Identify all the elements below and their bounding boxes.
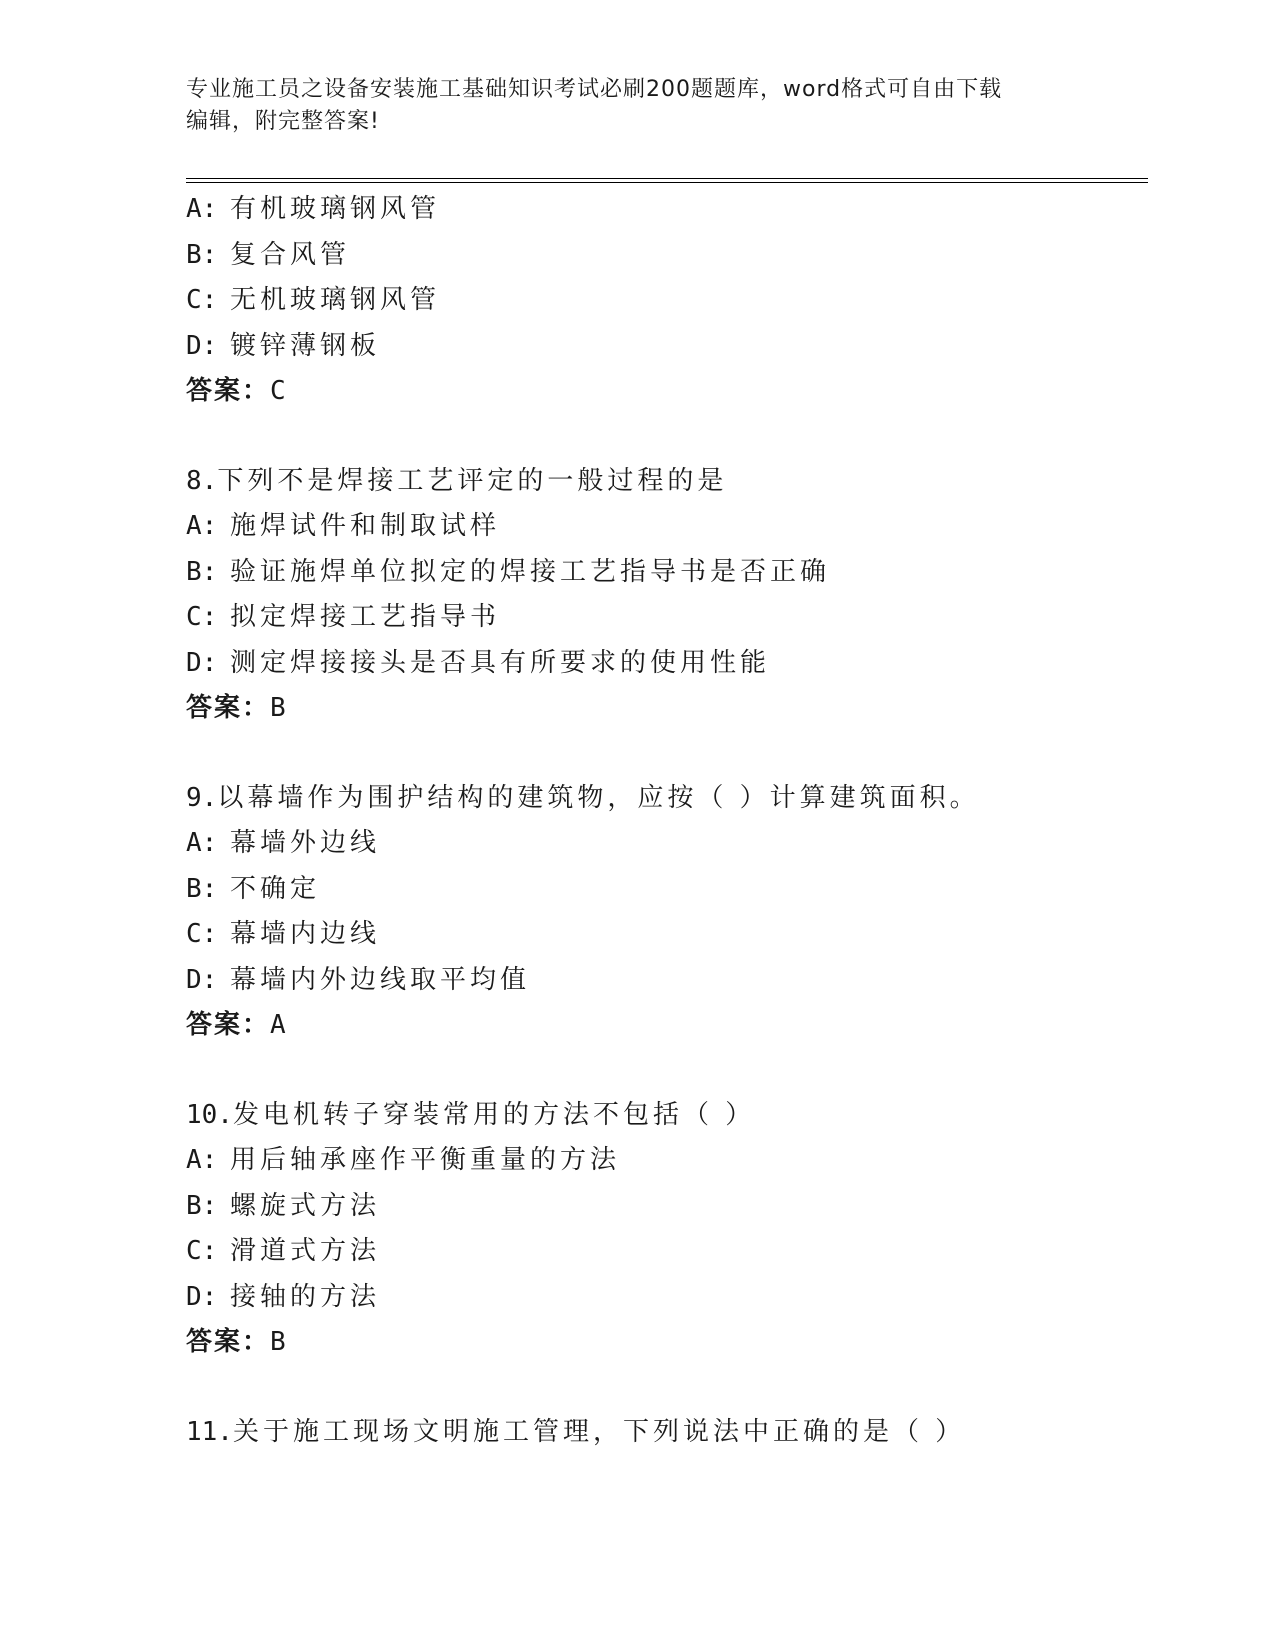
option-text: 无机玻璃钢风管 bbox=[230, 285, 441, 315]
option-d bbox=[186, 324, 1186, 370]
option-text: 幕墙外边线 bbox=[230, 828, 381, 858]
answer-label: 答案： bbox=[186, 1327, 271, 1357]
answer-label: 答案： bbox=[186, 1010, 271, 1040]
spacer bbox=[186, 1366, 1186, 1410]
header-rule-top bbox=[186, 178, 1148, 179]
question-text bbox=[186, 1410, 1186, 1456]
answer-value: A bbox=[270, 1010, 286, 1040]
option-b bbox=[186, 1184, 1186, 1230]
question-number: 9. bbox=[186, 782, 218, 813]
option-text: 幕墙内边线 bbox=[230, 919, 381, 949]
option-label: C: bbox=[186, 285, 218, 315]
question-block-10 bbox=[186, 1093, 1186, 1366]
question-block-9 bbox=[186, 776, 1186, 1049]
option-text: 验证施焊单位拟定的焊接工艺指导书是否正确 bbox=[230, 556, 831, 587]
question-text bbox=[186, 776, 1186, 822]
answer-label: 答案： bbox=[186, 693, 271, 723]
option-a bbox=[186, 821, 1186, 867]
option-d bbox=[186, 1275, 1186, 1321]
option-text: 滑道式方法 bbox=[230, 1236, 381, 1266]
question-block-8 bbox=[186, 459, 1186, 732]
question-text bbox=[186, 459, 1186, 505]
question-block-7 bbox=[186, 187, 1186, 415]
spacer bbox=[186, 1049, 1186, 1093]
option-label: A: bbox=[186, 828, 218, 858]
answer-line bbox=[186, 369, 1186, 415]
option-text: 幕墙内外边线取平均值 bbox=[230, 964, 531, 995]
question-number: 10. bbox=[186, 1099, 233, 1130]
option-label: C: bbox=[186, 602, 218, 632]
option-c bbox=[186, 595, 1186, 641]
option-c bbox=[186, 1229, 1186, 1275]
answer-line bbox=[186, 686, 1186, 732]
question-text bbox=[186, 1093, 1186, 1139]
question-block-11 bbox=[186, 1410, 1186, 1456]
option-d bbox=[186, 958, 1186, 1004]
option-label: B: bbox=[186, 873, 218, 904]
option-c bbox=[186, 912, 1186, 958]
option-text: 用后轴承座作平衡重量的方法 bbox=[230, 1145, 621, 1175]
option-label: D: bbox=[186, 330, 218, 361]
question-stem: 关于施工现场文明施工管理，下列说法中正确的是（ ） bbox=[232, 1416, 966, 1447]
option-b bbox=[186, 550, 1186, 596]
answer-value: C bbox=[270, 376, 286, 406]
option-label: D: bbox=[186, 1281, 218, 1312]
option-c bbox=[186, 278, 1186, 324]
question-list bbox=[186, 187, 1186, 1455]
option-label: C: bbox=[186, 919, 218, 949]
option-label: A: bbox=[186, 1145, 218, 1175]
header-rule-bottom bbox=[186, 182, 1148, 183]
spacer bbox=[186, 415, 1186, 459]
question-stem: 发电机转子穿装常用的方法不包括（ ） bbox=[232, 1099, 756, 1130]
option-label: A: bbox=[186, 511, 218, 541]
option-label: B: bbox=[186, 239, 218, 270]
option-text: 有机玻璃钢风管 bbox=[230, 194, 441, 224]
spacer bbox=[186, 732, 1186, 776]
option-label: D: bbox=[186, 647, 218, 678]
option-b bbox=[186, 233, 1186, 279]
answer-line bbox=[186, 1003, 1186, 1049]
option-a bbox=[186, 1138, 1186, 1184]
option-label: C: bbox=[186, 1236, 218, 1266]
question-stem: 以幕墙作为围护结构的建筑物，应按（ ）计算建筑面积。 bbox=[217, 782, 980, 813]
option-a bbox=[186, 187, 1186, 233]
answer-line bbox=[186, 1320, 1186, 1366]
document-header bbox=[186, 74, 1086, 138]
option-text: 拟定焊接工艺指导书 bbox=[230, 602, 501, 632]
question-number: 11. bbox=[186, 1416, 233, 1447]
option-label: B: bbox=[186, 1190, 218, 1221]
option-text: 不确定 bbox=[230, 873, 321, 904]
option-text: 测定焊接接头是否具有所要求的使用性能 bbox=[230, 647, 771, 678]
option-text: 镀锌薄钢板 bbox=[230, 330, 381, 361]
option-label: D: bbox=[186, 964, 218, 995]
option-text: 施焊试件和制取试样 bbox=[230, 511, 501, 541]
answer-label: 答案： bbox=[186, 376, 271, 406]
option-label: A: bbox=[186, 194, 218, 224]
answer-value: B bbox=[270, 1327, 286, 1357]
question-number: 8. bbox=[186, 465, 218, 496]
answer-value: B bbox=[270, 693, 286, 723]
option-text: 螺旋式方法 bbox=[230, 1190, 381, 1221]
option-b bbox=[186, 867, 1186, 913]
header-line-2: 编辑，附完整答案! bbox=[186, 109, 380, 134]
header-line-1: 专业施工员之设备安装施工基础知识考试必刷200题题库，word格式可自由下载 bbox=[186, 77, 1003, 102]
question-stem: 下列不是焊接工艺评定的一般过程的是 bbox=[217, 465, 728, 496]
option-text: 接轴的方法 bbox=[230, 1281, 381, 1312]
option-text: 复合风管 bbox=[230, 239, 351, 270]
option-a bbox=[186, 504, 1186, 550]
option-d bbox=[186, 641, 1186, 687]
option-label: B: bbox=[186, 556, 218, 587]
